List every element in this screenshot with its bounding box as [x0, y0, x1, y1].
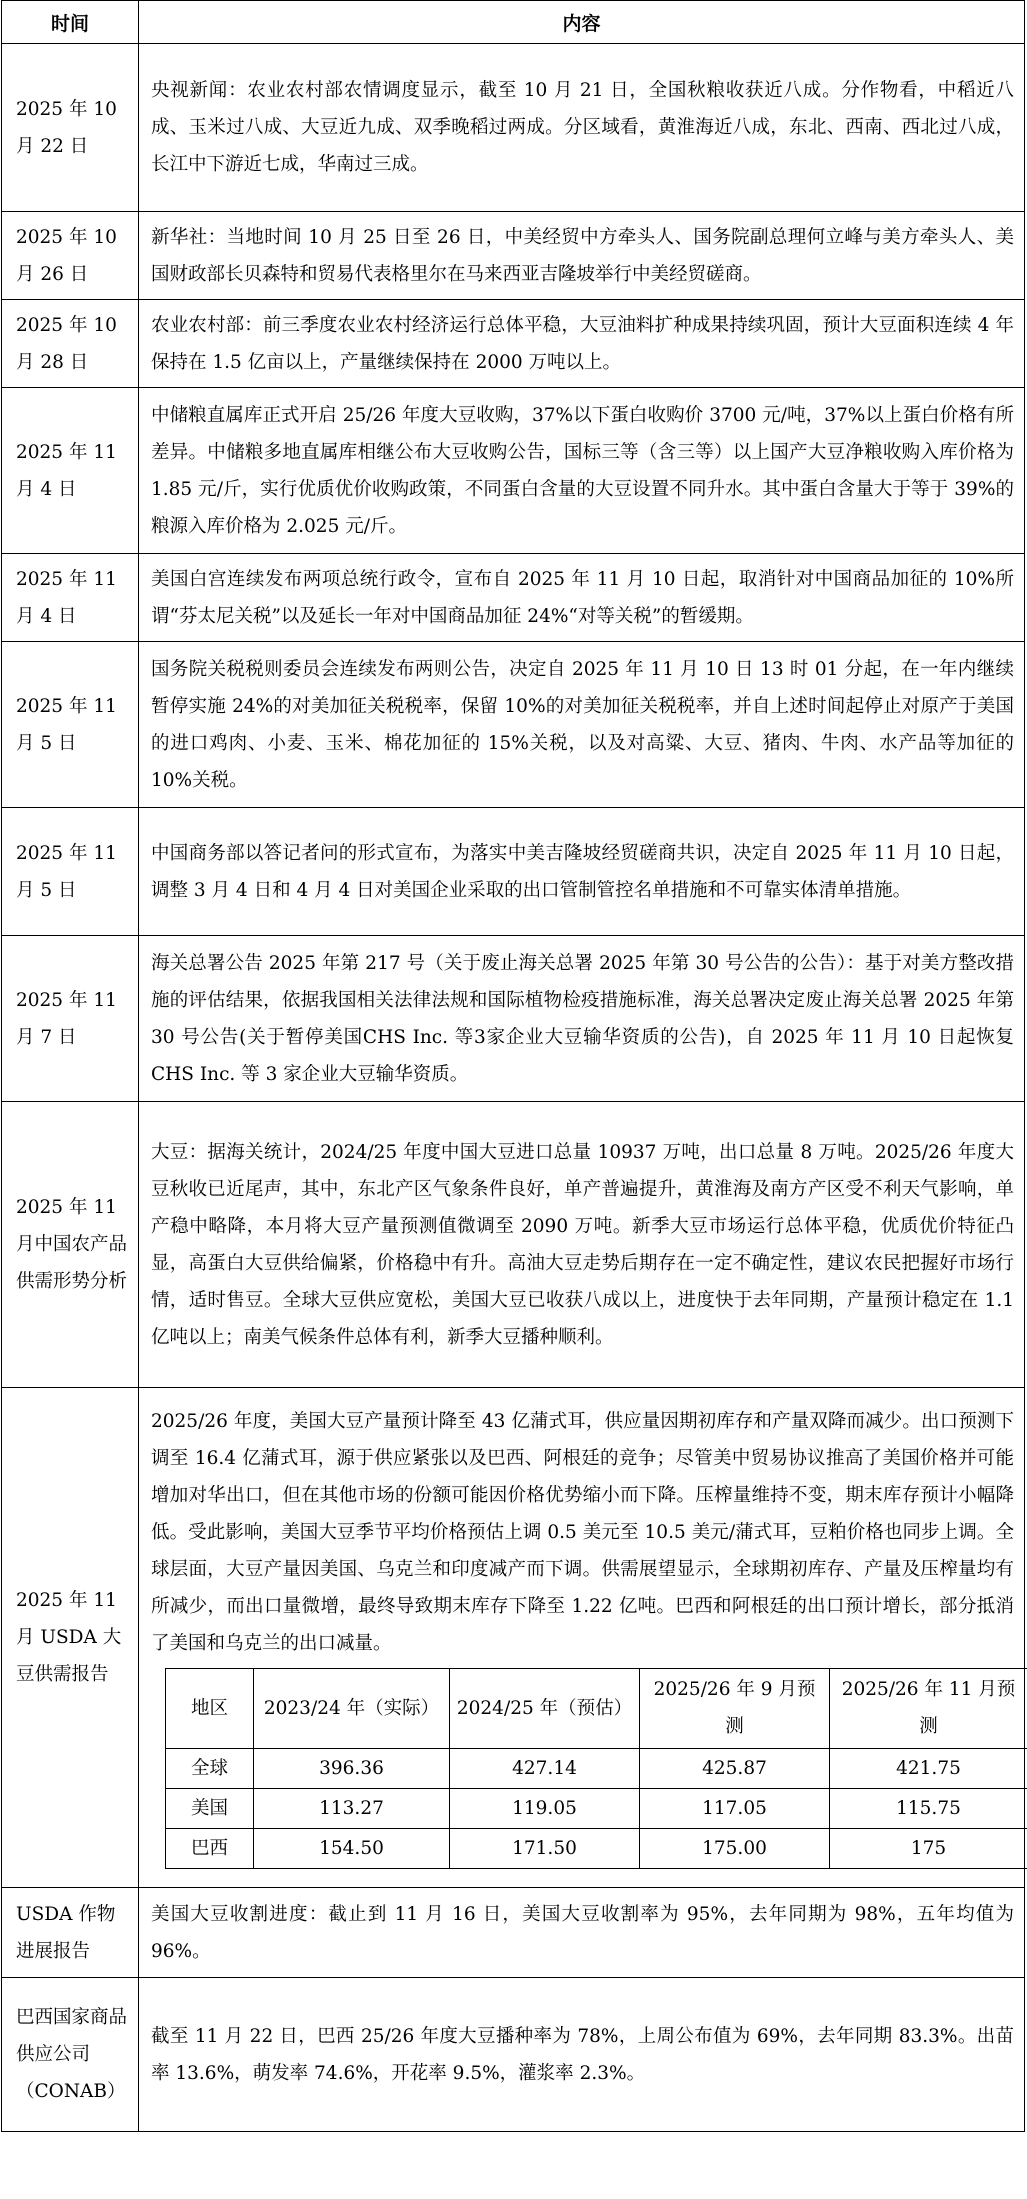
subtable-header-region: 地区 [166, 1668, 254, 1748]
subtable-cell: 巴西 [166, 1828, 254, 1868]
table-row [2, 212, 1025, 300]
table-row [2, 808, 1025, 936]
report-table-container [1, 0, 1024, 2132]
subtable-header-nov-forecast: 2025/26 年 11 月预测 [830, 1668, 1027, 1748]
table-row [2, 1102, 1025, 1388]
row-date: 2025 年 11 月 4 日 [2, 554, 139, 642]
table-row [2, 1388, 1025, 1888]
subtable-header-2024-25: 2024/25 年（预估） [450, 1668, 640, 1748]
subtable-cell: 117.05 [640, 1788, 830, 1828]
row-date: 2025 年 11 月 5 日 [2, 808, 139, 936]
row-content: 中储粮直属库正式开启 25/26 年度大豆收购，37%以下蛋白收购价 3700 元/吨，37%以上蛋白价格有所差异。中储粮多地直属库相继公布大豆收购公告，国标三等（含三等）以上国产大豆净粮收购入库价格为 1.85 元/斤，实行优质优价收购政策，不同蛋白含量的大豆设置不同升水。其中蛋白含量大于等于 39%的粮源入库价格为 2.025 元/斤。 [139, 388, 1025, 554]
subtable-cell: 421.75 [830, 1748, 1027, 1788]
row-date: USDA 作物进展报告 [2, 1888, 139, 1978]
soybean-timeline-table [1, 0, 1025, 2132]
row-date: 2025 年 11 月 4 日 [2, 388, 139, 554]
row-content: 央视新闻：农业农村部农情调度显示，截至 10 月 21 日，全国秋粮收获近八成。分作物看，中稻近八成、玉米过八成、大豆近九成、双季晚稻过两成。分区域看，黄淮海近八成，东北、西南、西北过八成，长江中下游近七成，华南过三成。 [139, 44, 1025, 212]
row-content: 新华社：当地时间 10 月 25 日至 26 日，中美经贸中方牵头人、国务院副总理何立峰与美方牵头人、美国财政部长贝森特和贸易代表格里尔在马来西亚吉隆坡举行中美经贸磋商。 [139, 212, 1025, 300]
table-row [2, 44, 1025, 212]
usda-report-text: 2025/26 年度，美国大豆产量预计降至 43 亿蒲式耳，供应量因期初库存和产量双降而减少。出口预测下调至 16.4 亿蒲式耳，源于供应紧张以及巴西、阿根廷的竞争；尽管美中贸易协议推高了美国价格并可能增加对华出口，但在其他市场的份额可能因价格优势缩小而下降。压榨量维持不变，期末库存预计小幅降低。受此影响，美国大豆季节平均价格预估上调 0.5 美元至 10.5 美元/蒲式耳，豆粕价格也同步上调。全球层面，大豆产量因美国、乌克兰和印度减产而下调。供需展望显示，全球期初库存、产量及压榨量均有所减少，而出口量微增，最终导致期末库存下降至 1.22 亿吨。巴西和阿根廷的出口预计增长，部分抵消了美国和乌克兰的出口减量。 [151, 1410, 1014, 1654]
subtable-row [166, 1828, 1027, 1868]
row-content: 美国白宫连续发布两项总统行政令，宣布自 2025 年 11 月 10 日起，取消针对中国商品加征的 10%所谓“芬太尼关税”以及延长一年对中国商品加征 24%“对等关税”的暂缓期。 [139, 554, 1025, 642]
subtable-cell: 113.27 [254, 1788, 450, 1828]
row-content: 农业农村部：前三季度农业农村经济运行总体平稳，大豆油料扩种成果持续巩固，预计大豆面积连续 4 年保持在 1.5 亿亩以上，产量继续保持在 2000 万吨以上。 [139, 300, 1025, 388]
row-date: 2025 年 11 月中国农产品供需形势分析 [2, 1102, 139, 1388]
subtable-row [166, 1748, 1027, 1788]
subtable-cell: 全球 [166, 1748, 254, 1788]
subtable-cell: 115.75 [830, 1788, 1027, 1828]
table-row [2, 300, 1025, 388]
header-content: 内容 [139, 1, 1025, 44]
subtable-cell: 175 [830, 1828, 1027, 1868]
row-content: 截至 11 月 22 日，巴西 25/26 年度大豆播种率为 78%，上周公布值为 69%，去年同期 83.3%。出苗率 13.6%，萌发率 74.6%，开花率 9.5%，灌浆率 2.3%。 [139, 1978, 1025, 2132]
subtable-cell: 425.87 [640, 1748, 830, 1788]
row-content: 大豆：据海关统计，2024/25 年度中国大豆进口总量 10937 万吨，出口总量 8 万吨。2025/26 年度大豆秋收已近尾声，其中，东北产区气象条件良好，单产普遍提升，黄淮海及南方产区受不利天气影响，单产稳中略降，本月将大豆产量预测值微调至 2090 万吨。新季大豆市场运行总体平稳，优质优价特征凸显，高蛋白大豆供给偏紧，价格稳中有升。高油大豆走势后期存在一定不确定性，建议农民把握好市场行情，适时售豆。全球大豆供应宽松，美国大豆已收获八成以上，进度快于去年同期，产量预计稳定在 1.1 亿吨以上；南美气候条件总体有利，新季大豆播种顺利。 [139, 1102, 1025, 1388]
row-content: 美国大豆收割进度：截止到 11 月 16 日，美国大豆收割率为 95%，去年同期为 98%，五年均值为 96%。 [139, 1888, 1025, 1978]
row-date: 巴西国家商品供应公司（CONAB） [2, 1978, 139, 2132]
row-date: 2025 年 10 月 22 日 [2, 44, 139, 212]
subtable-cell: 396.36 [254, 1748, 450, 1788]
row-date: 2025 年 11 月 5 日 [2, 642, 139, 808]
row-content [139, 1388, 1025, 1888]
subtable-cell: 175.00 [640, 1828, 830, 1868]
row-content: 中国商务部以答记者问的形式宣布，为落实中美吉隆坡经贸磋商共识，决定自 2025 年 11 月 10 日起，调整 3 月 4 日和 4 月 4 日对美国企业采取的出口管制管控名单措施和不可靠实体清单措施。 [139, 808, 1025, 936]
subtable-row [166, 1788, 1027, 1828]
table-row [2, 642, 1025, 808]
subtable-header-row [166, 1668, 1027, 1748]
row-date: 2025 年 11 月 7 日 [2, 936, 139, 1102]
table-row [2, 936, 1025, 1102]
table-header-row [2, 1, 1025, 44]
table-row [2, 1978, 1025, 2132]
usda-production-subtable [165, 1668, 1027, 1869]
subtable-header-sep-forecast: 2025/26 年 9 月预测 [640, 1668, 830, 1748]
table-row [2, 1888, 1025, 1978]
subtable-cell: 171.50 [450, 1828, 640, 1868]
table-row [2, 554, 1025, 642]
subtable-cell: 美国 [166, 1788, 254, 1828]
header-time: 时间 [2, 1, 139, 44]
row-date: 2025 年 10 月 26 日 [2, 212, 139, 300]
row-content: 国务院关税税则委员会连续发布两则公告，决定自 2025 年 11 月 10 日 13 时 01 分起，在一年内继续暂停实施 24%的对美加征关税税率，保留 10%的对美加征关税税率，并自上述时间起停止对原产于美国的进口鸡肉、小麦、玉米、棉花加征的 15%关税，以及对高粱、大豆、猪肉、牛肉、水产品等加征的 10%关税。 [139, 642, 1025, 808]
row-date: 2025 年 11 月 USDA 大豆供需报告 [2, 1388, 139, 1888]
subtable-header-2023-24: 2023/24 年（实际） [254, 1668, 450, 1748]
row-content: 海关总署公告 2025 年第 217 号（关于废止海关总署 2025 年第 30 号公告的公告）：基于对美方整改措施的评估结果，依据我国相关法律法规和国际植物检疫措施标准，海关总署决定废止海关总署 2025 年第 30 号公告(关于暂停美国CHS Inc. 等3家企业大豆输华资质的公告)，自 2025 年 11 月 10 日起恢复CHS Inc. 等 3 家企业大豆输华资质。 [139, 936, 1025, 1102]
subtable-cell: 119.05 [450, 1788, 640, 1828]
subtable-cell: 427.14 [450, 1748, 640, 1788]
table-row [2, 388, 1025, 554]
subtable-cell: 154.50 [254, 1828, 450, 1868]
row-date: 2025 年 10 月 28 日 [2, 300, 139, 388]
